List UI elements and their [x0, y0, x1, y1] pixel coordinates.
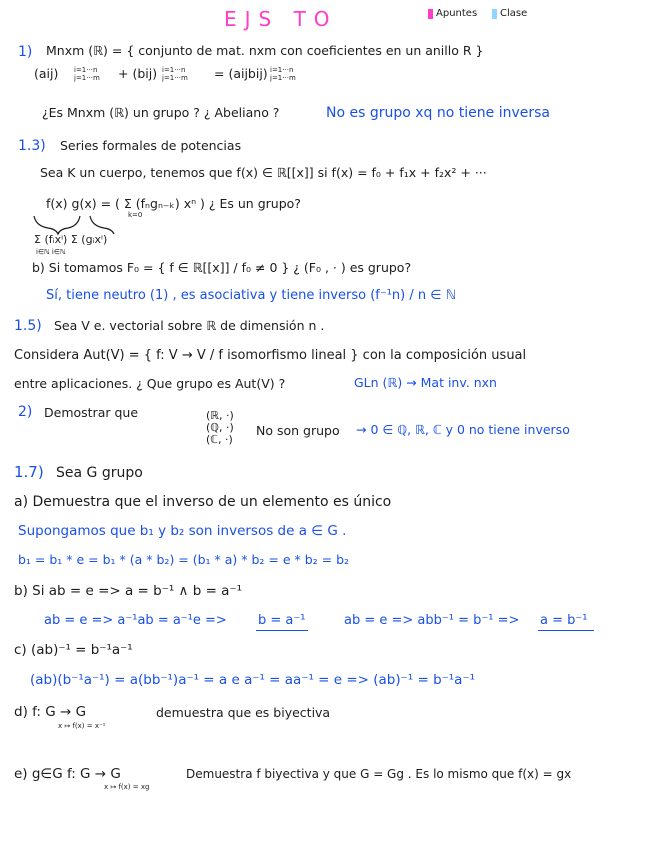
idx-i: i=1···n	[162, 66, 186, 74]
brace-icon	[30, 214, 150, 236]
ex15-line1: Sea V e. vectorial sobre ℝ de dimensión n .	[54, 318, 325, 333]
ex2-no: No son grupo	[256, 423, 340, 438]
ex17-b-ans1: ab = e => a⁻¹ab = a⁻¹e =>	[44, 613, 227, 628]
ex17-title: Sea G grupo	[56, 465, 143, 481]
underline-icon	[538, 630, 594, 631]
legend-clase	[492, 9, 527, 19]
ex17-d-text: demuestra que es biyectiva	[156, 705, 331, 720]
ex17-e: e) g∈G f: G → G	[14, 766, 121, 782]
ex1-answer: No es grupo xq no tiene inversa	[326, 105, 550, 121]
ex15-line3: entre aplicaciones. ¿ Que grupo es Aut(V) ?	[14, 376, 286, 391]
ex13-sums-idx: i∈ℕ i∈ℕ	[36, 248, 66, 256]
ex17-e-map: x ↦ f(x) = xg	[104, 783, 150, 791]
ex17-b-ans2-result: a = b⁻¹	[540, 613, 588, 628]
blue-swatch-icon	[492, 9, 497, 19]
ex17-number: 1.7)	[14, 463, 44, 481]
ex17-c: c) (ab)⁻¹ = b⁻¹a⁻¹	[14, 642, 133, 658]
idx-j: j=1···m	[270, 74, 296, 82]
ex2-line: Demostrar que	[44, 405, 139, 420]
ex13-line-b: b) Si tomamos F₀ = { f ∈ ℝ[[x]] / f₀ ≠ 0 } ¿ (F₀ , · ) es grupo?	[32, 260, 412, 275]
ex2-answer: → 0 ∈ ℚ, ℝ, ℂ y 0 no tiene inverso	[356, 422, 570, 437]
ex17-b-ans1-result: b = a⁻¹	[258, 613, 306, 628]
ex1-op-a: (aij)	[34, 66, 59, 81]
ex1-op-b: + (bij)	[118, 66, 158, 81]
ex13-line1: Sea K un cuerpo, tenemos que f(x) ∈ ℝ[[x]] si f(x) = f₀ + f₁x + f₂x² + ···	[40, 165, 487, 180]
underline-icon	[256, 630, 308, 631]
ex1-number: 1)	[18, 44, 33, 60]
ex17-d: d) f: G → G	[14, 704, 87, 720]
ex13-title: Series formales de potencias	[60, 138, 242, 153]
ex13-line2: f(x) g(x) = ( Σ (fₙgₙ₋ₖ) xⁿ ) ¿ Es un grupo?	[46, 196, 301, 211]
ex17-d-map: x ↦ f(x) = x⁻¹	[58, 722, 106, 730]
ex17-a-ans2: b₁ = b₁ * e = b₁ * (a * b₂) = (b₁ * a) * b₂ = e * b₂ = b₂	[18, 552, 350, 567]
ex1-idx-a	[74, 66, 100, 82]
ex17-a-ans1: Supongamos que b₁ y b₂ son inversos de a ∈ G .	[18, 523, 347, 539]
idx-j: j=1···m	[74, 74, 100, 82]
ex15-answer: GLn (ℝ) → Mat inv. nxn	[354, 375, 497, 390]
ex17-b-ans2: ab = e => abb⁻¹ = b⁻¹ =>	[344, 613, 520, 628]
legend-apuntes-label: Apuntes	[436, 8, 478, 19]
ex13-number: 1.3)	[18, 138, 46, 154]
pink-swatch-icon	[428, 9, 433, 19]
set-reals: (ℝ, ·)	[206, 409, 234, 422]
idx-i: i=1···n	[270, 66, 294, 74]
ex1-idx-b	[162, 66, 188, 82]
idx-j: j=1···m	[162, 74, 188, 82]
ex13-sums: Σ (fᵢxⁱ) Σ (gᵢxⁱ)	[34, 233, 108, 246]
set-rationals: (ℚ, ·)	[206, 421, 234, 434]
idx-i: i=1···n	[74, 66, 98, 74]
ex1-idx-c	[270, 66, 296, 82]
legend-clase-label: Clase	[500, 8, 528, 19]
ex15-number: 1.5)	[14, 318, 42, 334]
ex17-b: b) Si ab = e => a = b⁻¹ ∧ b = a⁻¹	[14, 583, 242, 599]
ex17-a: a) Demuestra que el inverso de un elemento es único	[14, 494, 392, 510]
ex17-e-text: Demuestra f biyectiva y que G = Gg . Es lo mismo que f(x) = gx	[186, 767, 572, 781]
page-title: EJS TO	[224, 7, 338, 31]
ex1-question: ¿Es Mnxm (ℝ) un grupo ? ¿ Abeliano ?	[42, 105, 280, 120]
ex15-line2: Considera Aut(V) = { f: V → V / f isomorfismo lineal } con la composición usual	[14, 348, 527, 363]
legend-apuntes	[428, 9, 477, 19]
ex2-sets	[206, 410, 250, 446]
ex13-sum-idx: k=0	[128, 211, 143, 219]
ex17-c-ans: (ab)(b⁻¹a⁻¹) = a(bb⁻¹)a⁻¹ = a e a⁻¹ = aa⁻¹ = e => (ab)⁻¹ = b⁻¹a⁻¹	[30, 672, 475, 688]
ex2-number: 2)	[18, 404, 33, 420]
set-complex: (ℂ, ·)	[206, 433, 233, 446]
ex13-answer-b: Sí, tiene neutro (1) , es asociativa y tiene inverso (f⁻¹n) / n ∈ ℕ	[46, 288, 457, 303]
ex1-definition: Mnxm (ℝ) = { conjunto de mat. nxm con coeficientes en un anillo R }	[46, 43, 484, 58]
ex1-op-c: = (aijbij)	[214, 66, 268, 81]
